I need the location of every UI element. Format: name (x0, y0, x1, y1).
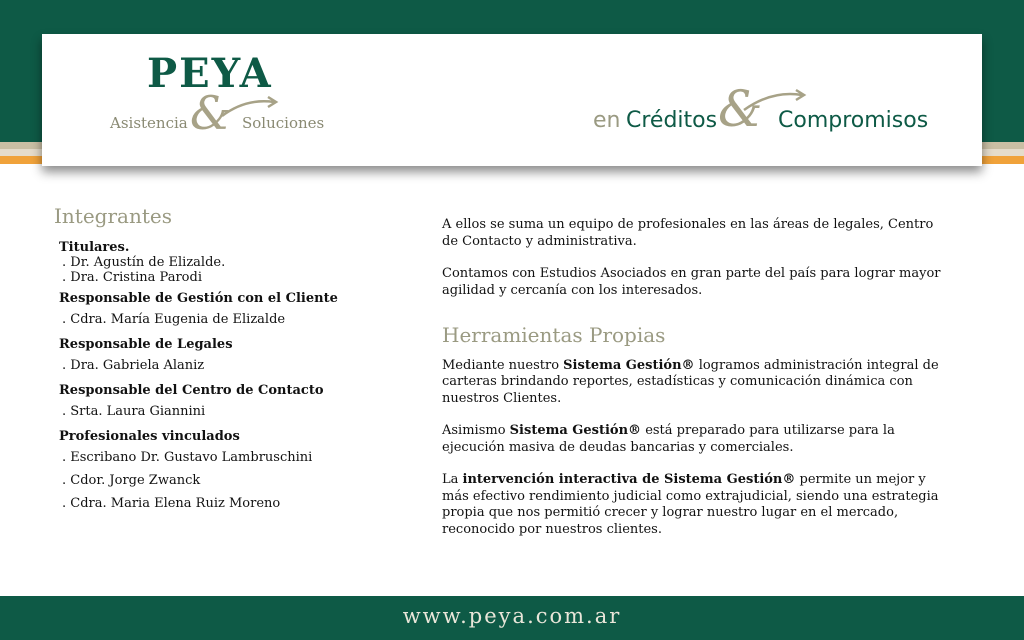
group-label: Profesionales vinculados (59, 429, 240, 444)
group-member: . Cdra. María Eugenia de Elizalde (62, 312, 286, 327)
group-member: . Escribano Dr. Gustavo Lambruschini (62, 450, 313, 465)
titulares-label: Titulares. (59, 240, 130, 255)
group-label: Responsable de Legales (59, 337, 233, 352)
titular-item: . Dra. Cristina Parodi (62, 270, 202, 285)
group-member: . Srta. Laura Giannini (62, 404, 206, 419)
group-member: . Cdra. Maria Elena Ruiz Moreno (62, 496, 281, 511)
group-label: Responsable de Gestión con el Cliente (59, 291, 338, 306)
logo-name: PEYA (147, 50, 273, 97)
group-label: Responsable del Centro de Contacto (59, 383, 324, 398)
intro-paragraph: Contamos con Estudios Asociados en gran parte del país para lograr mayor agilidad y cercanía con los interesados. (442, 266, 941, 298)
group-member: . Cdor. Jorge Zwanck (62, 473, 201, 488)
main-text (442, 217, 947, 538)
logo-ampersand: & (190, 86, 231, 140)
herramientas-title: Herramientas Propias (442, 323, 666, 347)
tagline-creditos: Créditos (626, 108, 718, 133)
integrantes-section (54, 204, 394, 511)
herramientas-paragraph: Asimismo Sistema Gestión® está preparado para utilizarse para la ejecución masiva de deudas bancarias y comerciales. (442, 423, 895, 455)
footer-url[interactable]: www.peya.com.ar (402, 604, 622, 628)
herramientas-paragraph: Mediante nuestro Sistema Gestión® logramos administración integral de carteras brindando reportes, estadísticas y comunicación dinámica con nuestros Clientes. (442, 357, 939, 406)
logo-subtitle-left: Asistencia (110, 114, 188, 132)
herramientas-paragraph: La intervención interactiva de Sistema Gestión® permite un mejor y más efectivo rendimiento judicial como extrajudicial, siendo una estrategia propia que nos permitió crecer y lograr nuestro lugar en el mercado, reconocido por nuestros clientes. (442, 472, 939, 537)
group-member: . Dra. Gabriela Alaniz (62, 358, 205, 373)
integrantes-title: Integrantes (54, 204, 172, 228)
tagline-en: en (593, 108, 621, 133)
logo-subtitle-right: Soluciones (242, 114, 325, 132)
intro-paragraph: A ellos se suma un equipo de profesionales en las áreas de legales, Centro de Contacto y administrativa. (442, 217, 934, 249)
titular-item: . Dr. Agustín de Elizalde. (62, 255, 226, 270)
header-banner (42, 34, 982, 166)
tagline-compromisos: Compromisos (778, 108, 929, 133)
tagline-ampersand: & (718, 80, 763, 138)
